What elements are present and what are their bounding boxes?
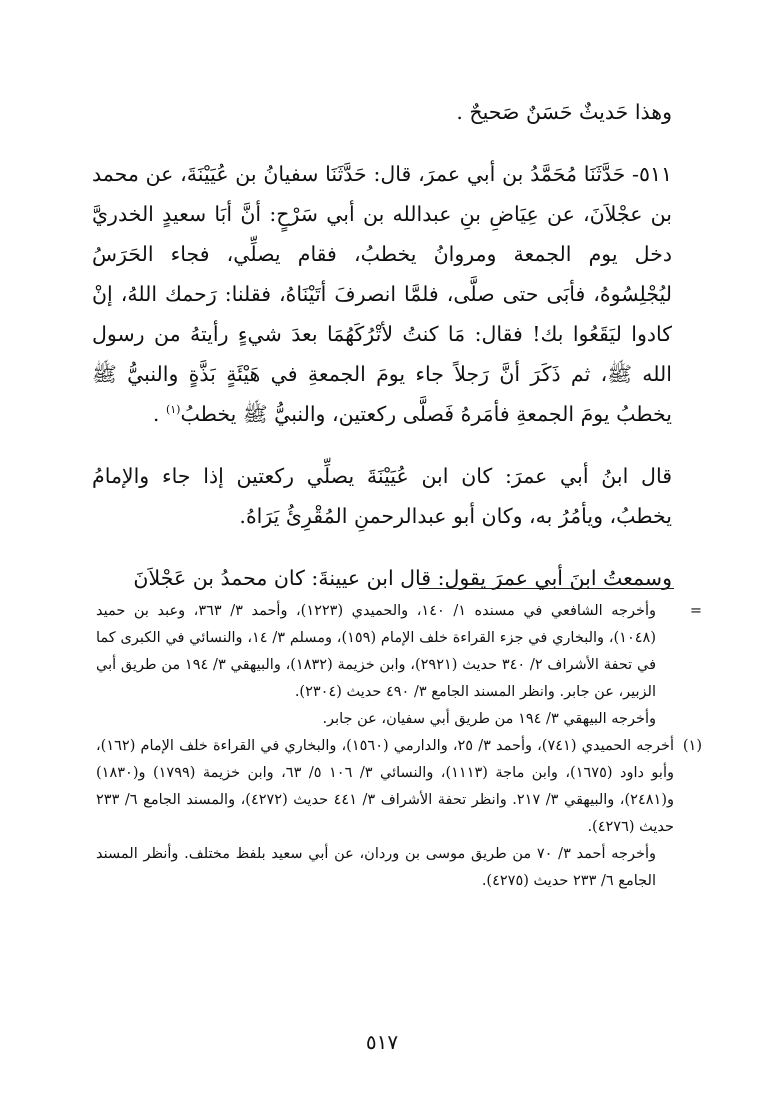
hadith-end: . [152,402,166,426]
footnote-continuation-text-2: وأخرجه البيهقي ٣/ ١٩٤ من طريق أبي سفيان، عن جابر. [322,711,656,727]
paragraph-ibn-abi-omar: قال ابنُ أبي عمرَ: كان ابن عُيَيْنَةَ يصلِّي ركعتين إذا جاء والإمامُ يخطبُ، ويأمُرُ به، وكان أبو عبدالرحمنِ المُقْرِئُ يَرَاهُ. [92,464,672,528]
paragraph-heard: وسمعتُ ابنَ أبي عمرَ يقول: قال ابن عيينةَ: كان محمدُ بن عَجْلاَنَ [133,566,672,590]
paragraph-hadith-511 [92,154,672,434]
main-text [92,92,672,598]
hadith-text: ٥١١- حَدَّثَنَا مُحَمَّدُ بن أبي عمرَ، قال: حَدَّثَنَا سفيانُ بن عُيَيْنَةَ، عن محمد بن عجْلاَنَ، عن عِيَاضِ بنِ عبدالله بن أبي سَرْحٍ: أنَّ أبَا سعيدٍ الخدريَّ دخل يوم الجمعة ومروانُ يخطبُ، فقام يصلِّي، فجاء الحَرَسُ ليُجْلِسُوهُ، فأبَى حتى صلَّى، فلمَّا انصرفَ أتَيْنَاهُ، فقلنا: رَحمك اللهُ، إنْ كادوا ليَقَعُوا بك! فقال: مَا كنتُ لأتْرُكَهُمَا بعدَ شيءٍ رأيتهُ من رسول الله ﷺ، ثم ذَكَرَ أنَّ رَجلاً جاء يومَ الجمعةِ في هَيْئَةٍ بَذَّةٍ والنبيُّ ﷺ يخطبُ يومَ الجمعةِ فأمَرهُ فَصلَّى ركعتين، والنبيُّ ﷺ يخطبُ [92,162,672,426]
footnotes [96,598,702,895]
footnote-1-text: أخرجه الحميدي (٧٤١)، وأحمد ٣/ ٢٥، والدارمي (١٥٦٠)، والبخاري في القراءة خلف الإمام (١٦٢)، وأبو داود (١٦٧٥)، وابن ماجة (١١١٣)، والنسائي ٣/ ١٠٦ ٥/ ٦٣، وابن خزيمة (١٧٩٩) و(١٨٣٠) و(٢٤٨١)، والبيهقي ٣/ ٢١٧. وانظر تحفة الأشراف ٣/ ٤٤١ حديث (٤٢٧٢)، والمسند الجامع ٦/ ٢٣٣ حديث (٤٢٧٦). [96,738,674,835]
footnote-1-mark: (١) [682,738,702,754]
footnote-1 [96,733,702,895]
footnote-continuation [96,598,702,733]
footnote-continuation-text: وأخرجه الشافعي في مسنده ١/ ١٤٠، والحميدي (١٢٢٣)، وأحمد ٣/ ٣٦٣، وعبد بن حميد (١٠٤٨)، والبخاري في جزء القراءة خلف الإمام (١٥٩)، ومسلم ٣/ ١٤، والنسائي في الكبرى كما في تحفة الأشراف ٢/ ٣٤٠ حديث (٢٩٢١)، وابن خزيمة (١٨٣٢)، والبيهقي ٣/ ١٩٤ من طريق أبي الزبير، عن جابر. وانظر المسند الجامع ٣/ ٤٩٠ حديث (٢٣٠٤). [96,603,656,700]
continuation-mark: = [689,603,702,619]
page-number: ٥١٧ [365,1030,399,1054]
footnote-divider [419,588,674,589]
footnote-ref-1[interactable]: (١) [165,403,181,417]
footnote-1-text-2: وأخرجه أحمد ٣/ ٧٠ من طريق موسى بن وردان، عن أبي سعيد بلفظ مختلف. وأنظر المسند الجامع ٦/ ٢٣٣ حديث (٤٢٧٥). [96,846,656,889]
paragraph-verdict: وهذا حَديثٌ حَسَنٌ صَحيحٌ . [456,100,672,124]
